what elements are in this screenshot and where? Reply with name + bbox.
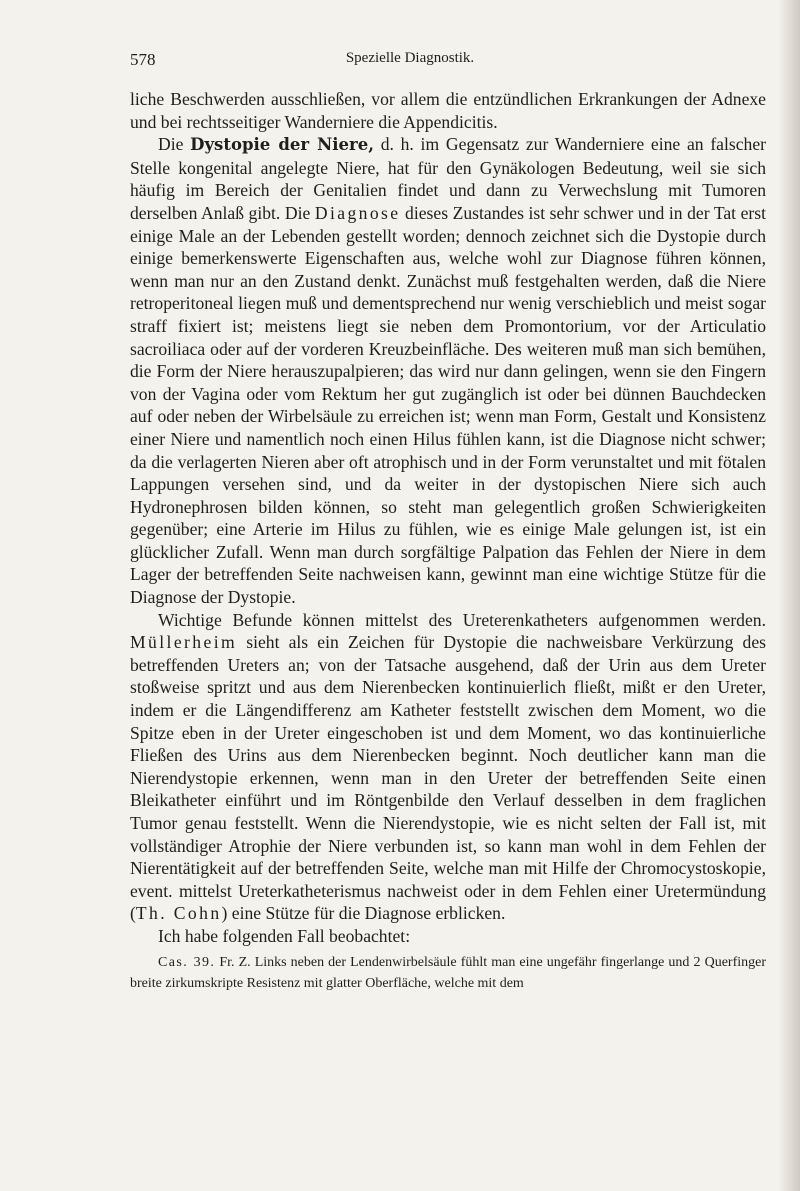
case-label: Cas. 39. xyxy=(158,954,216,970)
paragraph-ureterenkatheter: Wichtige Befunde können mittelst des Ureterenkatheters aufgenommen werden. Müllerheim sieht als ein Zeichen für Dystopie die nachweisbare Verkürzung des betreffenden Ureters an; von der Tatsache ausgehend, daß der Urin aus dem Ureter stoßweise spritzt und aus dem Nierenbecken kontinuierlich fließt, mißt er den Ureter, indem er die Längendifferenz am Katheter feststellt zwischen dem Moment, wo die Spitze eben in der Ureter eingeschoben ist und dem Moment, wo das kontinuierliche Fließen des Urins aus dem Nierenbecken beginnt. Noch deutlicher kann man die Nierendystopie erkennen, wenn man in den Ureter der betreffenden Seite einen Bleikatheter einführt und im Röntgenbilde den Verlauf desselben in dem fraglichen Tumor genau feststellt. Wenn die Nierendystopie, wie es nicht selten der Fall ist, mit vollständiger Atrophie der Niere verbunden ist, so kann man wohl in dem Fehlen der Nierentätigkeit auf der betreffenden Seite, welche man mit Hilfe der Chromocystoskopie, event. mittelst Ureterkatheterismus nachweist oder in dem Fehlen einer Uretermündung (Th. Cohn) eine Stütze für die Diagnose erblicken. xyxy=(130,609,766,924)
paragraph-dystopie: Die Dystopie der Niere, d. h. im Gegensatz zur Wanderniere eine an falscher Stelle kongenital angelegte Niere, hat für den Gynäkologen Bedeutung, weil sie sich häufig im Bereich der Genitalien findet und dann zu Verwechslung mit Tumoren derselben Anlaß gibt. Die Diagnose dieses Zustandes ist sehr schwer und in der Tat erst einige Male an der Lebenden gestellt worden; dennoch zeichnet sich die Dystopie durch einige bemerkenswerte Eigenschaften aus, welche wohl zur Diagnose führen können, wenn man nur an den Zustand denkt. Zunächst muß festgehalten werden, daß die Niere retroperitoneal liegen muß und dementsprechend nur wenig verschieblich und meist sogar straff fixiert ist; meistens liegt sie neben dem Promontorium, vor der Articulatio sacroiliaca oder auf der vorderen Kreuzbeinfläche. Des weiteren muß man sich bemühen, die Form der Niere herauszupalpieren; das wird nur dann gelingen, wenn sie den Fingern von der Vagina oder vom Rektum her gut zugänglich ist oder bei dünnen Bauchdecken auf oder neben der Wirbelsäule zu erreichen ist; wenn man Form, Gestalt und Konsistenz einer Niere und namentlich noch einen Hilus fühlen kann, ist die Diagnose nicht schwer; da die verlagerten Nieren aber oft atrophisch und in der Form verunstaltet und mit fötalen Lappungen versehen sind, und da weiter in der dystopischen Niere sich auch Hydronephrosen bilden können, so steht man gelegentlich großen Schwierigkeiten gegenüber; eine Arterie im Hilus zu fühlen, wie es einige Male gelungen ist, ist ein glücklicher Zufall. Wenn man durch sorgfältige Palpation das Fehlen der Niere in dem Lager der betreffenden Seite nachweisen kann, gewinnt man eine wichtige Stütze für die Diagnose der Dystopie. xyxy=(130,134,767,608)
author-name-muellerheim: Müllerheim xyxy=(130,632,238,653)
section-term: Dystopie der Niere, xyxy=(190,135,374,155)
paragraph-case-intro: Ich habe folgenden Fall beobachtet: xyxy=(158,925,411,946)
case-report: Cas. 39. Fr. Z. Links neben der Lendenwirbelsäule fühlt man eine ungefähr fingerlange und 2 Querfinger breite zirkumskripte Resistenz mit glatter Oberfläche, welche mit dem xyxy=(130,954,766,991)
running-title: Spezielle Diagnostik. xyxy=(345,50,475,66)
page-edge-shadow xyxy=(778,0,800,1191)
body-text xyxy=(130,88,766,994)
paragraph-continuation: liche Beschwerden ausschließen, vor allem die entzündlichen Erkrankungen der Adnexe und bei rechtsseitiger Wanderniere die Appendicitis. xyxy=(130,89,766,132)
page-header xyxy=(130,50,690,74)
spaced-word-diagnose: Diagnose xyxy=(314,202,401,223)
page-number: 578 xyxy=(130,50,156,69)
author-name-cohn: Th. Cohn xyxy=(135,903,222,924)
